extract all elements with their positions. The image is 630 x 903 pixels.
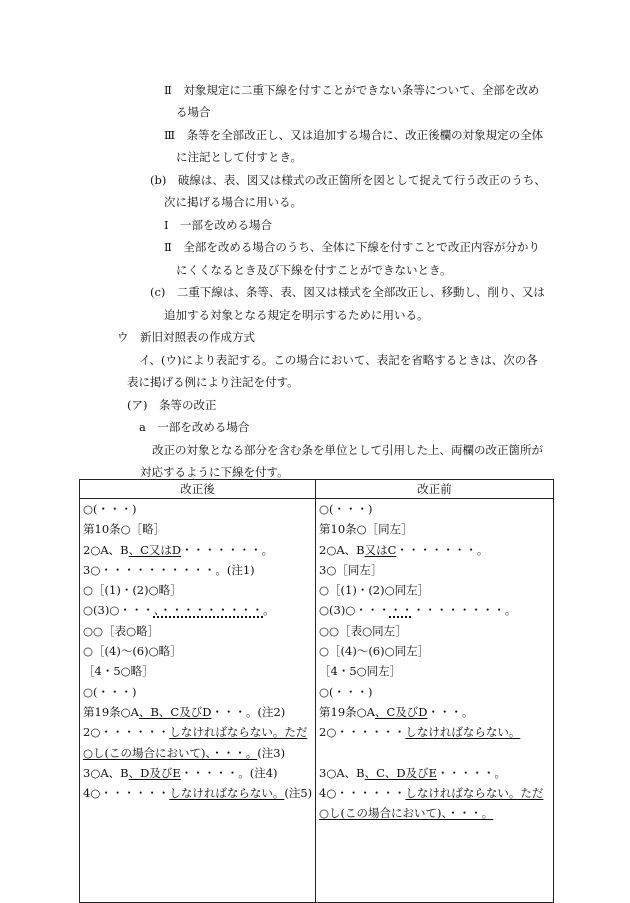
table-row: ［4・5○略］	[83, 664, 154, 679]
table-row	[316, 763, 553, 783]
table-row: ○(・・・)	[319, 502, 373, 516]
comparison-table	[79, 479, 554, 903]
table-row: ○○［表○同左］	[319, 623, 407, 638]
table-row	[316, 600, 553, 620]
table-row	[80, 783, 315, 803]
table-row: ○［(1)・(2)○略］	[83, 583, 182, 598]
text-line: に注記として付すとき。	[176, 150, 303, 164]
text-run: 2○・・・・・・	[83, 725, 170, 740]
text-run: ・・・・・。	[437, 765, 507, 780]
table-row	[316, 702, 553, 722]
text-run: ・・・。	[427, 704, 474, 719]
text-line: Ⅲ 条等を全部改正し、又は追加する場合に、改正後欄の対象規定の全体	[164, 128, 544, 142]
text-run: ・・・・・・・・。	[412, 603, 517, 618]
table-row	[80, 540, 315, 560]
underlined-text: 、C又はD	[128, 542, 182, 557]
table-row: ○(・・・)	[319, 684, 373, 699]
table-row: ○［(4)～(6)○略］	[83, 644, 182, 659]
table-row: 3○［同左］	[319, 562, 383, 577]
table-row: ○［(1)・(2)○同左］	[319, 583, 430, 598]
column-header-before: 改正前	[316, 480, 554, 499]
table-row: 第10条○［同左］	[319, 522, 413, 537]
text-run: ・・・・・。(注4)	[180, 765, 278, 780]
text-run: 3○A、B	[83, 765, 129, 780]
table-row	[80, 743, 315, 763]
table-row	[316, 722, 553, 742]
text-line: 改正の対象となる部分を含む条を単位として引用した上、両欄の改正箇所が	[152, 443, 543, 457]
underlined-text: 、D及びE	[128, 765, 181, 780]
table-row: 第10条○［略］	[83, 522, 166, 537]
underlined-text: 、B、C及びD	[138, 704, 212, 719]
text-run: ・・・・・・・。	[396, 542, 489, 557]
table-row: ○［(4)～(6)○同左］	[319, 644, 430, 659]
section-heading: ウ 新旧対照表の作成方式	[117, 330, 255, 344]
table-row: ［4・5○同左］	[319, 664, 402, 679]
table-row: 3○・・・・・・・・・・。(注1)	[83, 562, 255, 577]
table-row-empty	[316, 743, 553, 763]
text-run: ○(3)○・・・	[319, 603, 390, 618]
text-run: 3○A、B	[319, 765, 365, 780]
underlined-text: しなければならない。	[405, 725, 521, 740]
underlined-text: しなければならない。ただ	[169, 725, 308, 740]
table-row	[80, 722, 315, 742]
text-line: にくくなるとき及び下線を付すことができないとき。	[176, 263, 452, 277]
table-row	[316, 540, 553, 560]
text-line: る場合	[176, 105, 211, 119]
text-run: 2○A、B	[83, 542, 129, 557]
text-run: ・・・。(注2)	[211, 704, 286, 719]
text-line: (c) 二重下線は、条等、表、図又は様式を全部改正し、移動し、削り、又は	[150, 285, 545, 299]
text-line: 表に掲げる例により注記を付す。	[127, 375, 299, 389]
underlined-text: しなければならない。	[169, 786, 285, 801]
underlined-text: ○し(この場合において)、・・・。	[83, 745, 258, 760]
text-line: Ⅱ 対象規定に二重下線を付すことができない条等について、全部を改め	[164, 83, 540, 97]
table-row	[80, 702, 315, 722]
text-run: 第19条○A	[319, 704, 375, 719]
subsection-heading: (ア) 条等の改正	[127, 398, 217, 412]
text-run: ○(3)○・・・	[83, 603, 154, 618]
table-row	[80, 763, 315, 783]
text-line: 追加する対象となる規定を明示するために用いる。	[164, 308, 429, 322]
table-row: ○(・・・)	[83, 502, 137, 516]
after-column	[80, 499, 316, 903]
dashed-underlined-text: 、・・・・・・・・・	[153, 603, 264, 618]
underlined-text: 又はC	[364, 542, 397, 557]
item-heading: a 一部を改める場合	[139, 420, 250, 434]
dashed-underlined-text: ・・	[389, 603, 413, 618]
text-line: (b) 破線は、表、図又は様式の改正箇所を図として捉えて行う改正のうち、	[150, 173, 546, 187]
text-run: 4○・・・・・・	[319, 786, 406, 801]
text-line: 次に掲げる場合に用いる。	[164, 195, 302, 209]
underlined-text: しなければならない。ただ	[405, 786, 544, 801]
underlined-text: ○し(この場合において)、・・・。	[319, 806, 494, 821]
table-row: ○(・・・)	[83, 684, 137, 699]
text-line: Ⅱ 全部を改める場合のうち、全体に下線を付すことで改正内容が分かり	[164, 240, 540, 254]
before-column	[316, 499, 554, 903]
text-run: ・・・・・・・。	[181, 542, 274, 557]
table-row: ○○［表○略］	[83, 623, 160, 638]
table-row	[316, 803, 553, 823]
underlined-text: 、C及びD	[374, 704, 428, 719]
table-row	[316, 783, 553, 803]
underlined-text: 、C、D及びE	[364, 765, 438, 780]
text-run: (注3)	[257, 745, 286, 760]
text-run: (注5)	[284, 786, 313, 801]
text-run: 2○A、B	[319, 542, 365, 557]
table-row	[80, 600, 315, 620]
text-run: 。	[263, 603, 275, 618]
text-line: イ、(ウ)により表記する。この場合において、表記を省略するときは、次の各	[139, 353, 538, 367]
column-header-after: 改正後	[80, 480, 316, 499]
text-run: 4○・・・・・・	[83, 786, 170, 801]
text-run: 第19条○A	[83, 704, 139, 719]
list-item-roman-1: Ⅰ 一部を改める場合	[164, 218, 273, 232]
text-run: 2○・・・・・・	[319, 725, 406, 740]
text-line: 対応するように下線を付す。	[140, 465, 289, 479]
